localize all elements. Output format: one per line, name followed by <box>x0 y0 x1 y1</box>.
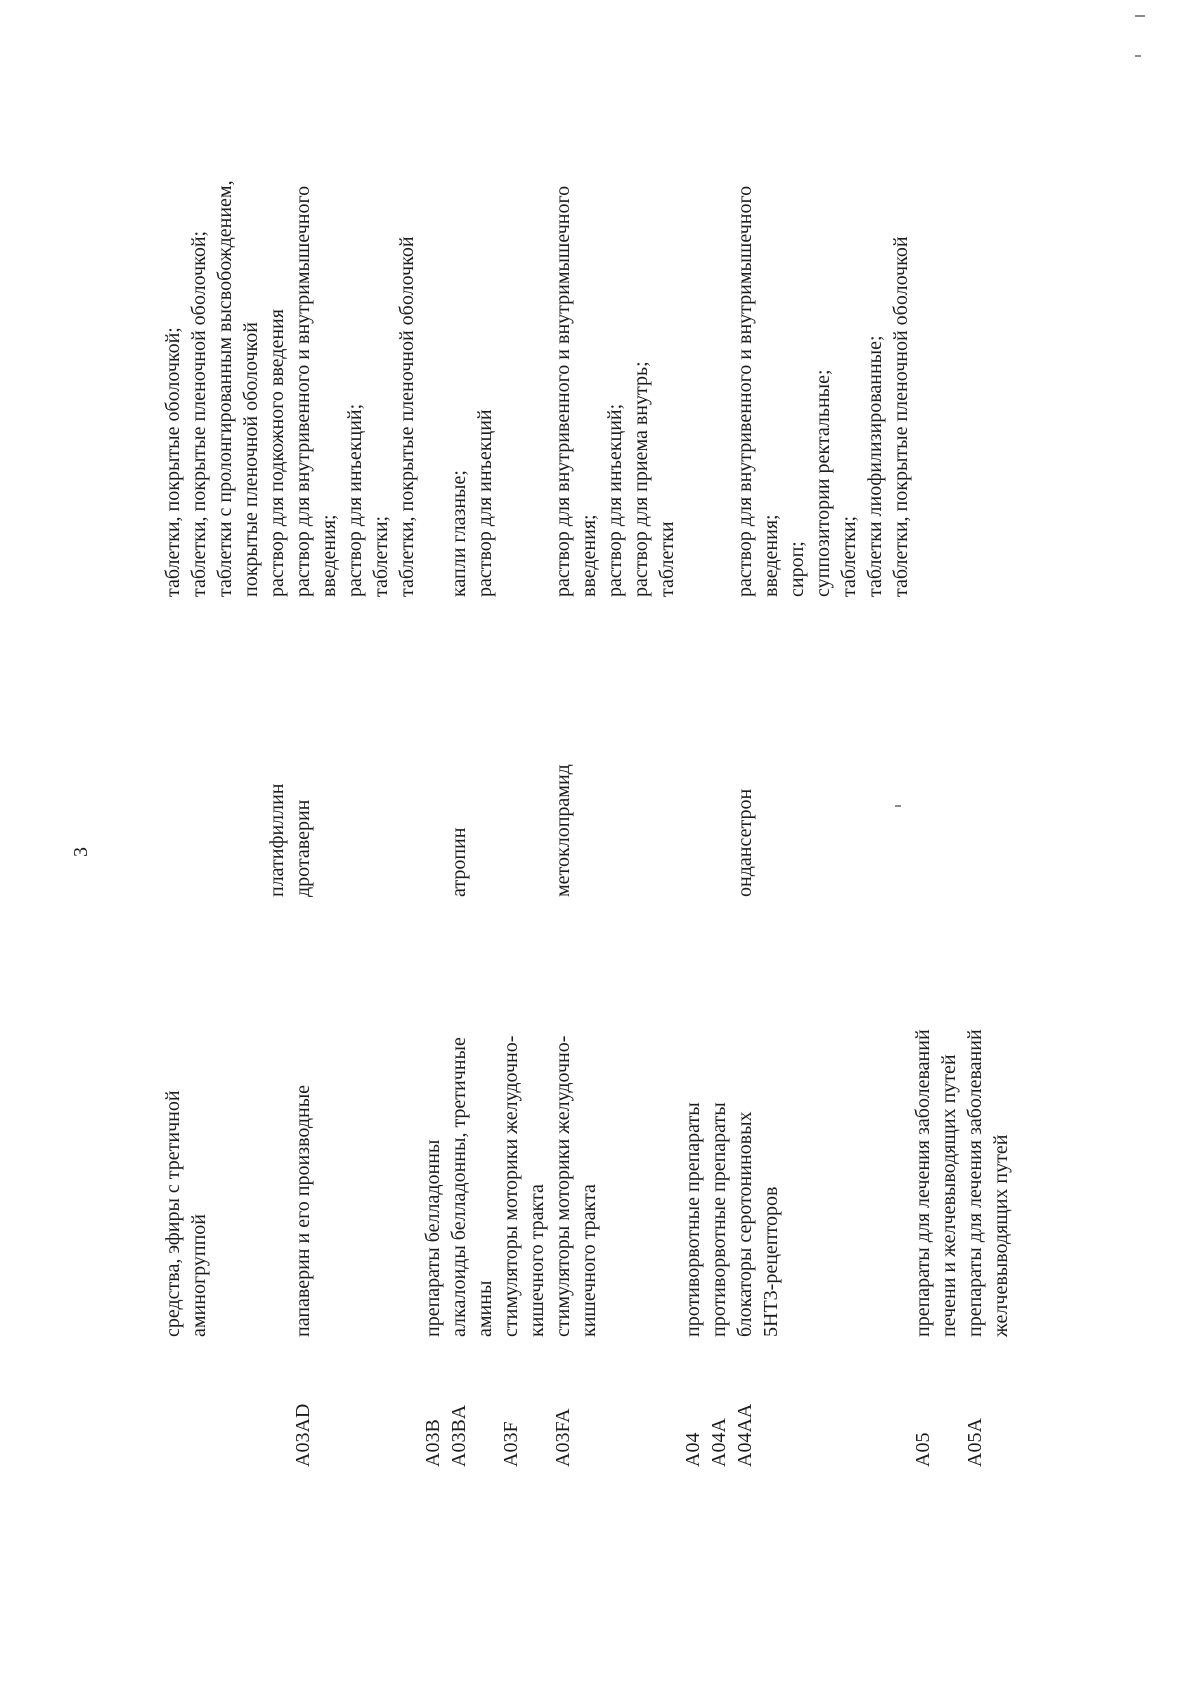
group-line: 5HT3-рецепторов <box>760 1186 782 1337</box>
form-line: раствор для внутривенного и внутримышечного <box>734 185 756 597</box>
group-name <box>446 927 498 1337</box>
form-line: раствор для инъекций; <box>604 403 626 597</box>
atc-code: A03F <box>500 1421 522 1467</box>
drug-name <box>446 697 472 897</box>
form-line: сироп; <box>786 541 808 597</box>
form-line: раствор для внутривенного и внутримышечного <box>292 185 314 597</box>
dosage-forms <box>446 37 498 597</box>
atc-code: A03B <box>422 1419 444 1467</box>
form-line: таблетки, покрытые оболочкой; <box>162 327 184 597</box>
form-line: раствор для инъекций; <box>344 403 366 597</box>
form-line: таблетки; <box>370 515 392 597</box>
group-name <box>290 927 316 1337</box>
form-line: таблетки; <box>838 515 860 597</box>
group-line: кишечного тракта <box>526 1184 548 1337</box>
group-line: амины <box>474 1280 496 1337</box>
group-name <box>420 927 446 1337</box>
scan-mark <box>1135 55 1141 57</box>
group-line: блокаторы серотониновых <box>734 1111 756 1337</box>
atc-code: A05 <box>912 1432 934 1467</box>
group-name <box>910 927 962 1337</box>
group-line: препараты для лечения заболеваний <box>964 1029 986 1337</box>
group-name <box>962 927 1014 1337</box>
atc-code: A03BA <box>448 1404 470 1467</box>
atc-code: A04A <box>708 1418 730 1467</box>
scan-mark <box>1135 15 1145 17</box>
form-line: раствор для внутривенного и внутримышечного <box>552 185 574 597</box>
atc-code: A03FA <box>552 1408 574 1467</box>
group-name <box>498 927 550 1337</box>
form-line: раствор для приема внутрь; <box>630 361 652 597</box>
form-line: таблетки лиофилизированные; <box>864 335 886 597</box>
group-line: алкалоиды белладонны, третичные <box>448 1037 470 1337</box>
atc-code: A04 <box>682 1432 704 1467</box>
form-line: раствор для подкожного введения <box>266 309 288 597</box>
group-line: препараты для лечения заболеваний <box>912 1029 934 1337</box>
form-line: покрытые пленочной оболочкой <box>240 322 262 597</box>
form-line: таблетки, покрытые пленочной оболочкой <box>890 236 912 597</box>
drug-line: дротаверин <box>292 799 314 897</box>
group-line: противорвотные препараты <box>708 1102 730 1337</box>
group-name <box>160 927 212 1337</box>
form-line: введения; <box>760 514 782 597</box>
drug-line: ондансетрон <box>734 788 756 897</box>
group-line: стимуляторы моторики желудочно- <box>552 1035 574 1337</box>
drug-line: платифиллин <box>266 783 288 897</box>
form-line: суппозитории ректальные; <box>812 369 834 597</box>
group-name <box>680 927 706 1337</box>
group-line: средства, эфиры с третичной <box>162 1090 184 1337</box>
group-line: папаверин и его производные <box>292 1084 314 1337</box>
form-line: таблетки, покрытые пленочной оболочкой <box>396 236 418 597</box>
dosage-forms <box>732 37 914 597</box>
group-line: кишечного тракта <box>578 1184 600 1337</box>
group-line: печени и желчевыводящих путей <box>938 1054 960 1337</box>
atc-code: A04AA <box>734 1403 756 1467</box>
group-line: аминогруппой <box>188 1214 210 1337</box>
atc-code: A05A <box>964 1418 986 1467</box>
drug-name <box>550 697 576 897</box>
form-line: таблетки, покрытые пленочной оболочкой; <box>188 230 210 597</box>
form-line: капли глазные; <box>448 470 470 597</box>
group-line: стимуляторы моторики желудочно- <box>500 1035 522 1337</box>
form-line: таблетки <box>656 521 678 597</box>
dosage-forms <box>160 37 420 597</box>
group-name <box>732 927 784 1337</box>
group-line: желчевыводящих путей <box>990 1134 1012 1337</box>
atc-code: A03AD <box>292 1403 314 1467</box>
drug-line: метоклопрамид <box>552 764 574 897</box>
form-line: раствор для инъекций <box>474 409 496 597</box>
form-line: введения; <box>318 514 340 597</box>
drug-name <box>264 697 316 897</box>
scan-mark <box>895 805 901 807</box>
dosage-forms <box>550 37 680 597</box>
group-name <box>706 927 732 1337</box>
form-line: введения; <box>578 514 600 597</box>
group-line: препараты белладонны <box>422 1139 444 1337</box>
group-line: противорвотные препараты <box>682 1102 704 1337</box>
group-name <box>550 927 602 1337</box>
page-number: 3 <box>70 847 92 857</box>
drug-line: атропин <box>448 827 470 897</box>
form-line: таблетки с пролонгированным высвобождением, <box>214 180 236 597</box>
drug-name <box>732 697 758 897</box>
